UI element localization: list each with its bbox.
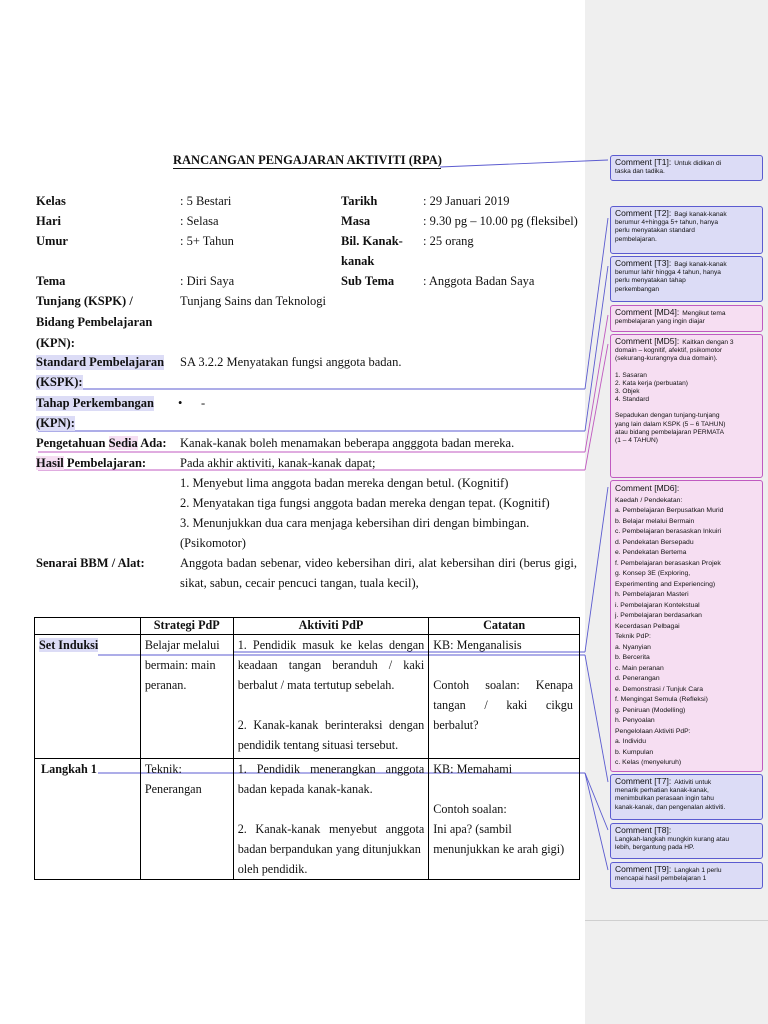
comment-md5[interactable] [610, 334, 763, 478]
comment-text: taska dan tadika. [615, 168, 665, 176]
catatan-kb: KB: Menganalisis [433, 638, 522, 652]
comment-text [615, 404, 758, 412]
comment-text: berumur 4+hingga 5+ tahun, hanya [615, 219, 719, 227]
comment-text: e. Pendekatan Bertema [615, 549, 687, 556]
strategi-line: peranan. [144, 678, 187, 692]
comment-text: lebih, bergantung pada HP. [615, 844, 695, 852]
hasil-item-4: (Psikomotor) [180, 536, 246, 550]
catatan-line: Contoh soalan: [433, 802, 507, 816]
value-standard: SA 3.2.2 Menyatakan fungsi anggota badan. [180, 355, 402, 369]
catatan-line: tangan / kaki cikgu [433, 698, 573, 712]
label-hasil [36, 456, 146, 471]
table-header-row [35, 618, 580, 635]
aktiviti-cell [233, 635, 429, 759]
comment-text: b. Kumpulan [615, 748, 654, 756]
strategi-line: Teknik: [144, 762, 182, 776]
value-umur: : 5+ Tahun [180, 234, 234, 248]
label-bil-kanak: Bil. Kanak- [341, 234, 403, 248]
phase-set-induksi: Set Induksi [39, 638, 99, 652]
catatan-cell [429, 759, 580, 880]
comment-text: f. Mengingat Semula (Refleksi) [615, 696, 708, 703]
label-pengetahuan-c: Ada: [137, 436, 167, 450]
value-bil-kanak: : 25 orang [423, 234, 474, 248]
phase-cell [35, 759, 141, 880]
label-bidang: Bidang Pembelajaran [36, 315, 153, 329]
header-phase [35, 618, 141, 635]
comment-t2[interactable] [610, 206, 763, 254]
catatan-line: berbalut? [433, 718, 479, 732]
comment-text: 1. Sasaran [615, 371, 647, 379]
label-tarikh: Tarikh [341, 194, 378, 208]
comment-text: Bagi kanak-kanak [674, 261, 727, 268]
value-sub-tema: : Anggota Badan Saya [423, 274, 535, 288]
label-pengetahuan-sedia: Sedia [108, 436, 138, 450]
comment-label: Comment [T1]: [615, 157, 672, 167]
aktiviti-line: badan berpandukan yang ditunjukkan [237, 842, 421, 856]
comment-t7[interactable] [610, 774, 763, 820]
value-bbm-1 [180, 556, 577, 571]
comment-text: c. Pembelajaran berasaskan Inkuiri [615, 528, 722, 535]
comment-text [615, 364, 758, 372]
label-kpn: (KPN): [36, 336, 75, 350]
comment-text: Kaitkan dengan 3 [682, 339, 734, 346]
label-hasil-a: Hasil [36, 456, 64, 470]
comment-text: b. Bercerita [615, 654, 650, 661]
comment-md4[interactable] [610, 305, 763, 332]
tahap-bullet: • [178, 396, 183, 410]
comment-label: Comment [T2]: [615, 208, 672, 218]
comment-text: a. Individu [615, 738, 646, 745]
header-catatan: Catatan [429, 618, 580, 635]
document-title: RANCANGAN PENGAJARAN AKTIVITI (RPA) [173, 153, 442, 167]
comment-text: d. Pendekatan Bersepadu [615, 538, 694, 546]
comment-text: menimbulkan perasaan ingin tahu [615, 795, 714, 803]
aktiviti-line: badan kepada kanak-kanak. [237, 782, 373, 796]
label-hari: Hari [36, 214, 61, 228]
phase-cell [35, 635, 141, 759]
hasil-item-3: 3. Menunjukkan dua cara menjaga kebersihan diri dengan bimbingan. [180, 516, 530, 530]
table-row [35, 759, 580, 880]
comment-text: perkembangan [615, 285, 659, 293]
hasil-intro: Pada akhir aktiviti, kanak-kanak dapat; [180, 456, 376, 470]
comment-t8[interactable] [610, 823, 763, 859]
comment-label: Comment [T8]: [615, 825, 672, 835]
lesson-table [34, 617, 580, 880]
strategi-cell [140, 759, 233, 880]
comment-text: c. Kelas (menyeluruh) [615, 759, 682, 766]
label-sub-tema: Sub Tema [341, 274, 395, 288]
comment-text: b. Belajar melalui Bermain [615, 517, 695, 525]
label-standard: Standard Pembelajaran [36, 355, 165, 369]
comment-text: Kaedah / Pendekatan: [615, 496, 683, 504]
comment-text: (sekurang-kurangnya dua domain). [615, 355, 718, 363]
label-tema: Tema [36, 274, 66, 288]
comment-md6[interactable] [610, 480, 763, 772]
comment-text: Aktiviti untuk [674, 779, 712, 786]
value-bbm-line-1: Anggota badan sebenar, video kebersihan diri, alat kebersihan diri (berus gigi, [180, 556, 577, 570]
catatan-line: Contoh soalan: Kenapa [433, 678, 573, 692]
catatan-spacer [433, 655, 573, 675]
comment-t3[interactable] [610, 256, 763, 302]
comment-text: 4. Standard [615, 396, 650, 404]
comment-text: berumur lahir hingga 4 tahun, hanya [615, 269, 721, 277]
aktiviti-cell [233, 759, 429, 880]
comment-text: a. Pembelajaran Berpusatkan Murid [615, 507, 724, 514]
comment-text: mencapai hasil pembelajaran 1 [615, 875, 707, 883]
label-tunjang: Tunjang (KSPK) / [36, 294, 133, 308]
comment-text: Mengikut tema [682, 310, 726, 317]
header-strategi: Strategi PdP [140, 618, 233, 635]
comment-text: h. Penyoalan [615, 717, 655, 724]
aktiviti-line: oleh pendidik. [237, 862, 308, 876]
comment-text: g. Konsep 3E (Exploring, [615, 570, 691, 577]
comment-text: Bagi kanak-kanak [674, 211, 727, 218]
label-pengetahuan [36, 436, 167, 451]
comment-text: j. Pembelajaran berdasarkan [615, 612, 702, 619]
comment-text: h. Pembelajaran Masteri [615, 591, 689, 598]
aktiviti-line: 1. Pendidik masuk ke kelas dengan [237, 638, 425, 652]
comment-text: d. Penerangan [615, 675, 660, 682]
strategi-cell [140, 635, 233, 759]
comment-text: a. Nyanyian [615, 643, 651, 651]
comment-text: perlu menyatakan standard [615, 227, 695, 235]
value-kelas: : 5 Bestari [180, 194, 232, 208]
aktiviti-spacer [238, 695, 425, 715]
comment-text: Langkah 1 perlu [674, 867, 722, 874]
aktiviti-line: 2. Kanak-kanak menyebut anggota [237, 822, 425, 836]
comment-text: perlu menyatakan tahap [615, 277, 686, 285]
aktiviti-line: pendidik tentang situasi tersebut. [237, 738, 399, 752]
value-pengetahuan: Kanak-kanak boleh menamakan beberapa angggota badan mereka. [180, 436, 515, 450]
value-tunjang: Tunjang Sains dan Teknologi [180, 294, 327, 308]
hasil-item-1: 1. Menyebut lima anggota badan mereka dengan betul. (Kognitif) [180, 476, 509, 490]
comment-text: i. Pembelajaran Kontekstual [615, 601, 700, 609]
comment-text: Experimenting and Experiencing) [615, 580, 716, 588]
comment-text: c. Main peranan [615, 664, 664, 672]
label-tahap-kpn: (KPN): [36, 416, 75, 430]
comment-label: Comment [MD5]: [615, 336, 680, 346]
label-masa: Masa [341, 214, 371, 228]
comment-text: pembelajaran. [615, 235, 657, 243]
aktiviti-spacer [238, 799, 425, 819]
label-standard-kspk: (KSPK): [36, 375, 83, 389]
comment-text: Sepadukan dengan tunjang-tunjang [615, 412, 720, 420]
strategi-line: bermain: main [144, 658, 216, 672]
catatan-cell [429, 635, 580, 759]
comment-text: Pengelolaan Aktiviti PdP: [615, 727, 691, 735]
comment-text: Teknik PdP: [615, 633, 651, 640]
comment-text: yang lain dalam KSPK (5 – 6 TAHUN) [615, 420, 726, 428]
comment-text: Langkah-langkah mungkin kurang atau [615, 836, 730, 844]
catatan-line: menunjukkan ke arah gigi) [433, 842, 565, 856]
comment-text: atau bidang pembelajaran PERMATA [615, 428, 724, 436]
comment-t1[interactable] [610, 155, 763, 181]
comment-t9[interactable] [610, 862, 763, 889]
comment-text: menarik perhatian kanak-kanak, [615, 787, 709, 795]
comment-text: Kecerdasan Pelbagai [615, 622, 680, 630]
comment-label: Comment [T3]: [615, 258, 672, 268]
catatan-kb: KB: Memahami [433, 762, 513, 776]
value-tema: : Diri Saya [180, 274, 235, 288]
phase-langkah-1: Langkah 1 [41, 762, 97, 776]
comment-text: kanak-kanak, dan pengenalan aktiviti. [615, 803, 726, 811]
comment-text: f. Pembelajaran berasaskan Projek [615, 559, 721, 567]
comment-label: Comment [MD6]: [615, 483, 680, 493]
aktiviti-line: keadaan tangan beranduh / kaki [237, 658, 425, 672]
aktiviti-line: 1. Pendidik menerangkan anggota [237, 762, 425, 776]
comment-label: Comment [T9]: [615, 864, 672, 874]
strategi-line: Penerangan [144, 782, 202, 796]
comment-label: Comment [T7]: [615, 776, 672, 786]
value-hari: : Selasa [180, 214, 219, 228]
comment-text: g. Peniruan (Modelling) [615, 706, 686, 714]
value-tarikh: : 29 Januari 2019 [423, 194, 510, 208]
title-underline [173, 168, 441, 169]
catatan-line: Ini apa? (sambil [433, 822, 512, 836]
header-aktiviti: Aktiviti PdP [233, 618, 429, 635]
comment-text: 3. Objek [615, 388, 640, 396]
comment-text: domain – kognitif, afektif, psikomotor [615, 347, 723, 355]
table-row [35, 635, 580, 759]
comment-label: Comment [MD4]: [615, 307, 680, 317]
comment-text: 2. Kata kerja (perbuatan) [615, 379, 688, 387]
value-masa: : 9.30 pg – 10.00 pg (fleksibel) [423, 214, 578, 228]
label-tahap: Tahap Perkembangan [36, 396, 154, 410]
aktiviti-line: 2. Kanak-kanak berinteraksi dengan [237, 718, 425, 732]
label-hasil-b: Pembelajaran: [63, 456, 147, 470]
comment-text: e. Demonstrasi / Tunjuk Cara [615, 685, 704, 693]
strategi-line: Belajar melalui [144, 638, 220, 652]
hasil-item-2: 2. Menyatakan tiga fungsi anggota badan mereka dengan tepat. (Kognitif) [180, 496, 550, 510]
comment-text: (1 – 4 TAHUN) [615, 437, 658, 445]
comment-text: pembelajaran yang ingin diajar [615, 318, 705, 326]
value-tahap: - [201, 396, 206, 410]
aktiviti-line: berbalut / mata tertutup sebelah. [237, 678, 395, 692]
label-bbm: Senarai BBM / Alat: [36, 556, 145, 570]
comment-text: Untuk didikan di [674, 160, 722, 167]
label-umur: Umur [36, 234, 68, 248]
label-pengetahuan-a: Pengetahuan [36, 436, 109, 450]
catatan-spacer [433, 779, 575, 799]
label-bil-kanak-2: kanak [341, 254, 375, 268]
label-kelas: Kelas [36, 194, 66, 208]
value-bbm-2: sikat, sabun, cecair pencuci tangan, tuala kecil), [180, 576, 419, 590]
